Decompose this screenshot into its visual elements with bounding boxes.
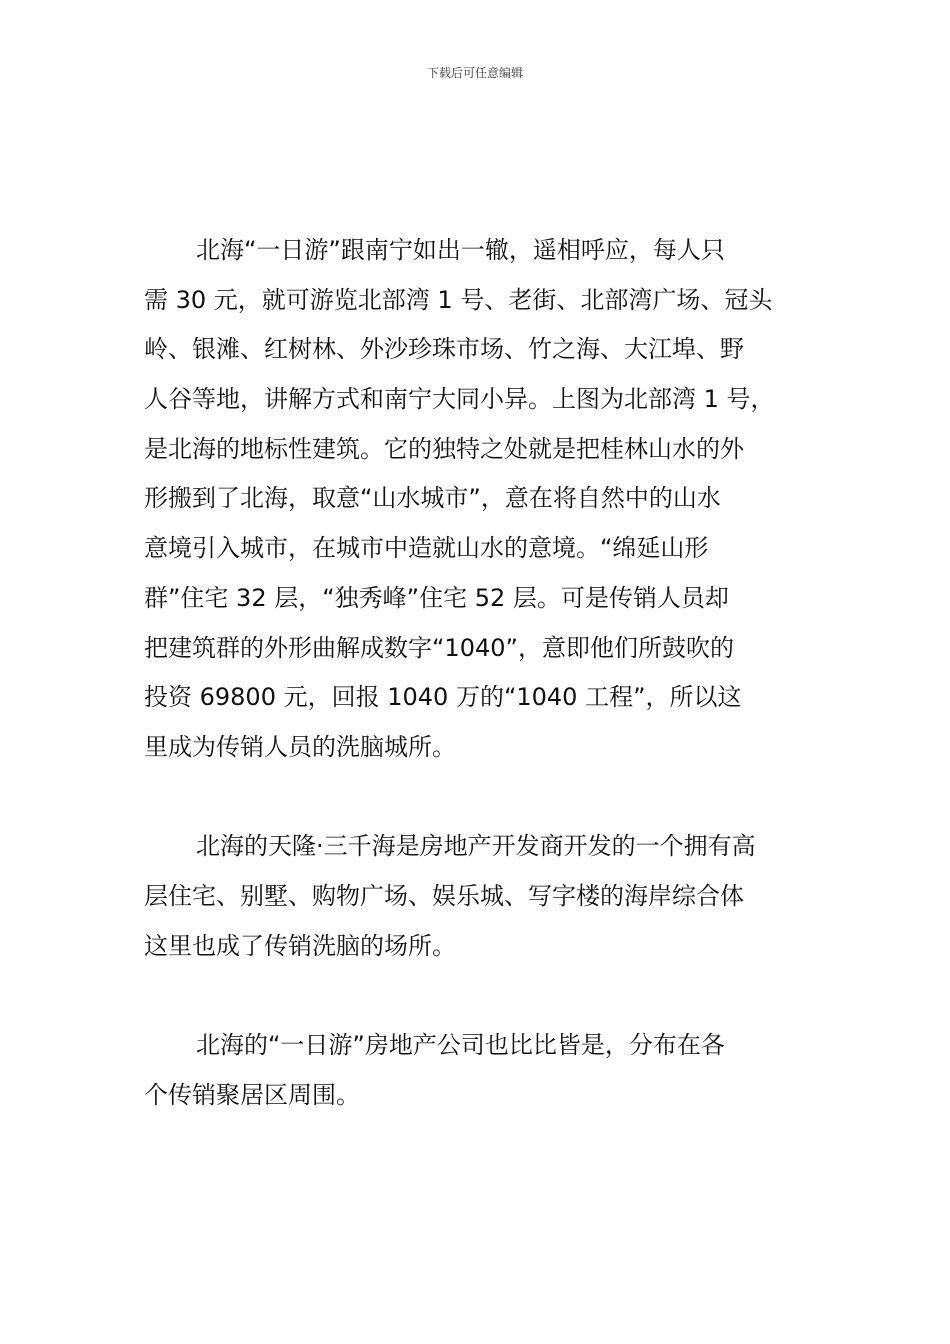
- paragraph-real-estate-companies: [144, 1021, 816, 1120]
- text-line: 北海的天隆·三千海是房地产开发商开发的一个拥有高: [196, 832, 756, 861]
- text-line: 投资 69800 元，回报 1040 万的“1040 工程”，所以这: [144, 683, 742, 712]
- download-note: 下载后可任意编辑: [426, 66, 523, 80]
- text-line: 层住宅、别墅、购物广场、娱乐城、写字楼的海岸综合体: [144, 881, 744, 910]
- text-line: 里成为传销人员的洗脑城所。: [144, 732, 456, 761]
- text-line: 是北海的地标性建筑。它的独特之处就是把桂林山水的外: [144, 434, 744, 463]
- text-line: 这里也成了传销洗脑的场所。: [144, 931, 456, 960]
- text-line: 形搬到了北海，取意“山水城市”，意在将自然中的山水: [144, 484, 721, 513]
- text-line: 群”住宅 32 层，“独秀峰”住宅 52 层。可是传销人员却: [144, 583, 729, 612]
- text-line: 北海“一日游”跟南宁如出一辙，遥相呼应，每人只: [196, 236, 725, 264]
- text-line: 岭、银滩、红树林、外沙珍珠市场、竹之海、大江埠、野: [144, 335, 744, 364]
- text-line: 需 30 元，就可游览北部湾 1 号、老街、北部湾广场、冠头: [144, 285, 773, 314]
- text-line: 个传销聚居区周围。: [144, 1080, 360, 1109]
- text-line: 北海的“一日游”房地产公司也比比皆是，分布在各: [196, 1031, 725, 1059]
- paragraph-tianlong-sanqianhai: [144, 822, 816, 971]
- text-line: 意境引入城市，在城市中造就山水的意境。“绵延山形: [144, 534, 709, 563]
- paragraph-beibu-gulf: [144, 226, 816, 773]
- text-line: 人谷等地，讲解方式和南宁大同小异。上图为北部湾 1 号，: [144, 385, 775, 414]
- document-body: [144, 226, 816, 1120]
- text-line: 把建筑群的外形曲解成数字“1040”，意即他们所鼓吹的: [144, 633, 734, 662]
